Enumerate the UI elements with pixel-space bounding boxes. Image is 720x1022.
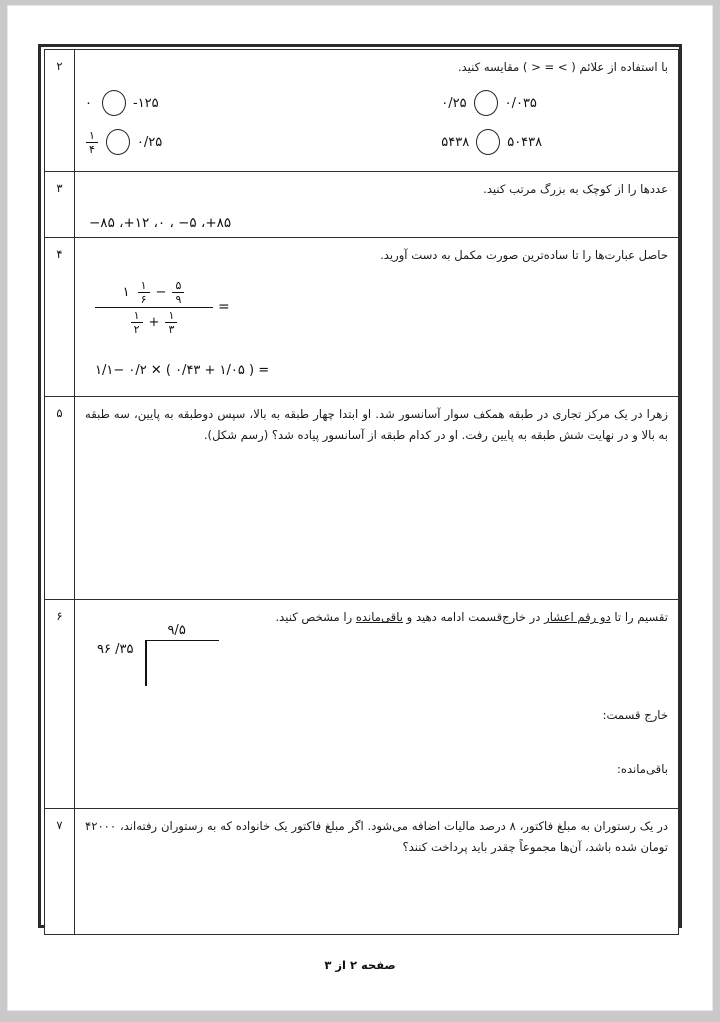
question-4-number: ۴ xyxy=(45,238,75,397)
question-4-body xyxy=(75,238,679,397)
table-row xyxy=(45,397,679,600)
fraction-numerator: ۱ xyxy=(140,278,147,292)
questions-table xyxy=(44,49,679,935)
comparison-answer-circle[interactable] xyxy=(476,129,500,155)
fraction-denominator: ۲ xyxy=(131,322,143,335)
compare-right-value: ۵۰۴۳۸ xyxy=(507,134,543,150)
question-3-prompt: عددها را از کوچک به بزرگ مرتب کنید. xyxy=(483,182,668,196)
question-7-number: ۷ xyxy=(45,809,75,935)
question-2-compare-grid xyxy=(85,90,668,155)
comparison-answer-circle[interactable] xyxy=(102,90,126,116)
question-3-number: ۳ xyxy=(45,172,75,238)
fraction-denominator: ۶ xyxy=(138,292,150,305)
fraction-five-ninths xyxy=(172,280,184,305)
compare-pair xyxy=(85,129,255,155)
plus-operator: + xyxy=(148,315,160,331)
fraction-numerator: ۵ xyxy=(175,278,182,292)
question-2-number: ۲ xyxy=(45,50,75,172)
worksheet-page xyxy=(8,6,712,1010)
compare-left-value: ۰/۲۵ xyxy=(441,95,467,111)
question-6-underlined-remainder: باقی‌مانده xyxy=(355,610,403,625)
question-2-body xyxy=(75,50,679,172)
question-2-prompt: با استفاده از علائم ( > = < ) مقایسه کنید. xyxy=(457,60,668,74)
division-bracket xyxy=(145,622,219,686)
question-5-prompt: زهرا در یک مرکز تجاری در طبقه همکف سوار آسانسور شد. او ابتدا چهار طبقه به بالا، سپس دوطبقه به پایین، سه طبقه به بالا و در نهایت شش طبقه به پایین رفت. او در کدام طبقه از آسانسور پیاده شد؟ (رسم شکل). xyxy=(85,407,668,442)
table-row xyxy=(45,50,679,172)
compare-right-value: -۱۲۵ xyxy=(133,95,159,111)
question-7-body xyxy=(75,809,679,935)
compare-pair xyxy=(85,90,255,116)
question-6-prompt-part2: در خارج‌قسمت ادامه دهید و xyxy=(402,610,545,625)
question-3-numbers: −۸۵ ،+۱۲ ،۰ ، −۵ ،+۸۵ xyxy=(89,215,232,232)
fraction-denominator: ۹ xyxy=(172,292,184,305)
comparison-answer-circle[interactable] xyxy=(106,129,130,155)
question-5-number: ۵ xyxy=(45,397,75,600)
compare-column-right xyxy=(441,90,644,155)
question-6-underlined-decimal: دو رقم اعشار xyxy=(544,610,611,625)
table-row xyxy=(45,172,679,238)
division-horizontal-line xyxy=(145,640,219,642)
question-6-division-layout xyxy=(85,622,668,686)
remainder-answer-label: باقی‌مانده: xyxy=(616,761,668,776)
question-6-prompt-part1: تقسیم را تا xyxy=(610,610,668,625)
compare-pair xyxy=(441,129,644,155)
compare-left-value: ۵۴۳۸ xyxy=(441,134,470,150)
fraction-numerator: ۱ xyxy=(133,309,140,323)
fraction-one-third xyxy=(165,310,177,335)
complex-fraction xyxy=(95,278,213,338)
division-divisor: ۹/۵ xyxy=(167,622,186,638)
compare-left-value: ۰ xyxy=(85,95,92,111)
question-4-prompt: حاصل عبارت‌ها را تا ساده‌ترین صورت مکمل به دست آورید. xyxy=(380,248,668,263)
comparison-answer-circle[interactable] xyxy=(474,90,498,116)
fraction-denominator: ۴ xyxy=(86,142,98,155)
fraction-one-half xyxy=(131,310,143,335)
quotient-answer-label: خارج قسمت: xyxy=(602,707,668,722)
division-dividend: ۹۶ /۳۵ xyxy=(97,641,134,657)
complex-fraction-denominator xyxy=(124,308,185,337)
fraction-one-sixth xyxy=(138,280,150,305)
question-6-body xyxy=(75,600,679,809)
minus-operator: − xyxy=(155,284,167,300)
fraction-denominator: ۳ xyxy=(165,322,177,335)
fraction-numerator: ۱ xyxy=(168,309,175,323)
compare-right-value: ۰/۲۵ xyxy=(136,134,163,150)
mixed-whole-part: ۱ xyxy=(122,284,130,300)
page-footer: صفحه ۲ از ۳ xyxy=(324,958,396,972)
compare-column-left xyxy=(85,90,255,155)
table-row xyxy=(45,809,679,935)
fraction-numerator: ۱ xyxy=(89,128,95,142)
table-row xyxy=(45,238,679,397)
question-5-body xyxy=(75,397,679,600)
compare-pair xyxy=(441,90,644,116)
table-row xyxy=(45,600,679,809)
division-vertical-line xyxy=(145,640,147,686)
question-6-number: ۶ xyxy=(45,600,75,809)
question-7-prompt: در یک رستوران به مبلغ فاکتور، ۸ درصد مالیات اضافه می‌شود. اگر مبلغ فاکتور یک خانواده که به رستوران رفته‌اند، ۴۲۰۰۰ تومان شده باشد، آن‌ها مجموعاً چقدر باید پرداخت کنند؟ xyxy=(85,819,668,854)
fraction-one-quarter xyxy=(86,130,98,155)
complex-fraction-numerator xyxy=(117,278,192,307)
question-table-frame xyxy=(38,44,682,928)
question-6-prompt-part3: را مشخص کنید. xyxy=(275,610,356,625)
question-4-complex-fraction xyxy=(85,278,668,338)
question-4-expression: ۱/۱− ۰/۲ ✕ ( ۰/۴۳ + ۱/۰۵ ) = xyxy=(95,363,270,379)
compare-right-value: ۰/۰۳۵ xyxy=(504,95,537,111)
equals-sign: = xyxy=(218,299,230,316)
question-3-body xyxy=(75,172,679,238)
